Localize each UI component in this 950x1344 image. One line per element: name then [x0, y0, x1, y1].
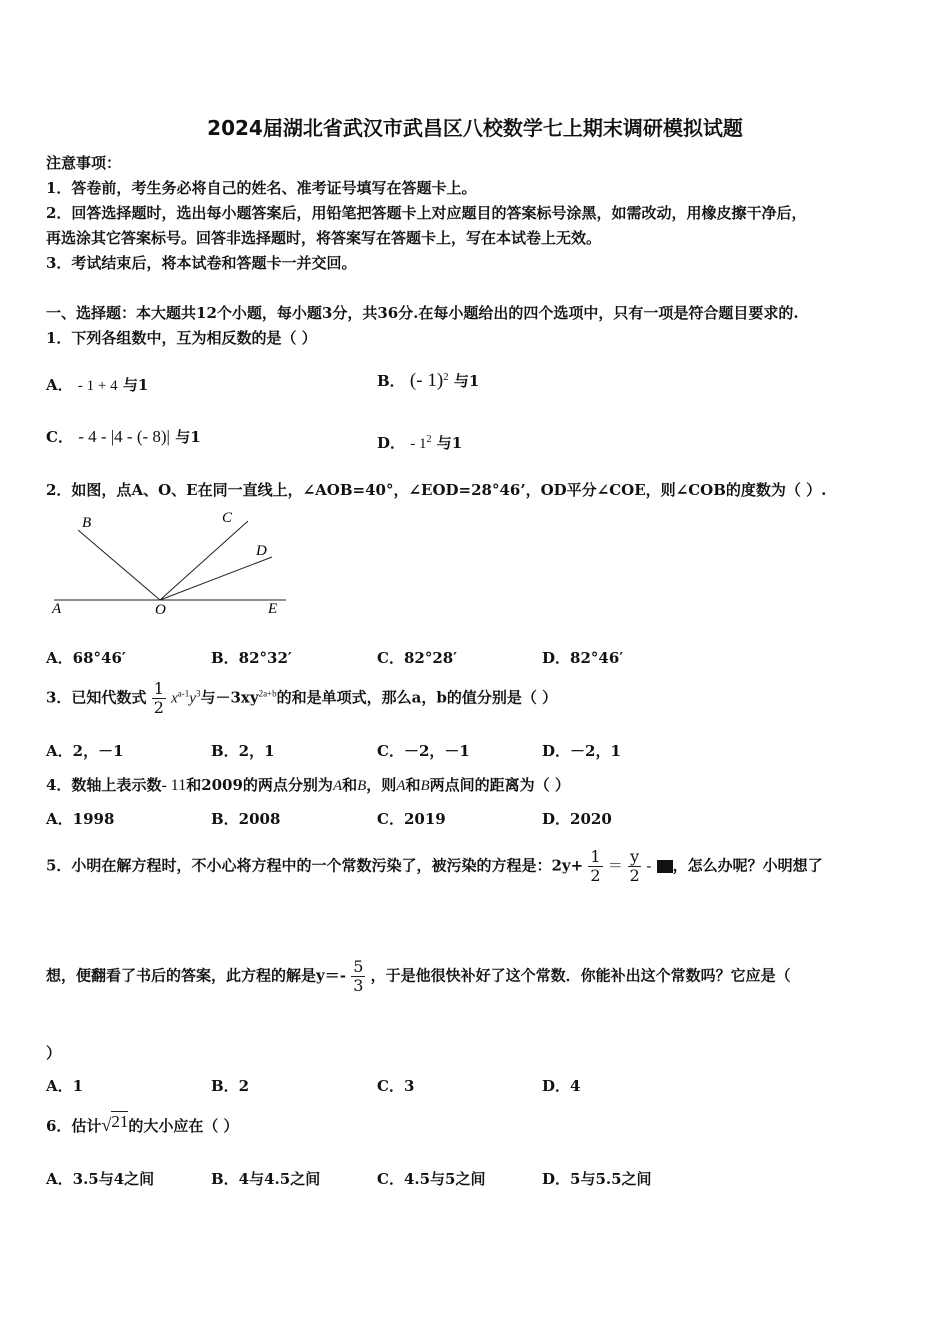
q3-term2-sup: 2a+b — [258, 688, 277, 699]
q1-a-expr: - 1 + 4 — [77, 378, 118, 394]
ray-OD — [160, 557, 272, 600]
q5-line1-pre: 5．小明在解方程时，不小心将方程中的一个常数污染了，被污染的方程是：2y+ — [46, 856, 584, 875]
q4-pre: 4．数轴上表示数 — [46, 776, 162, 794]
q3-option-d: D．－2，1 — [542, 742, 621, 760]
q5-fraction-3 — [351, 958, 365, 995]
q6-option-d: D．5与5.5之间 — [542, 1170, 652, 1188]
q2-stem: 2．如图，点A、O、E在同一直线上，∠AOB=40°，∠EOD=28°46’，OD平分∠COE，则∠COB的度数为（ ）. — [46, 481, 827, 499]
section-heading: 一、选择题：本大题共12个小题，每小题3分，共36分.在每小题给出的四个选项中，只有一项是符合题目要求的. — [46, 304, 799, 322]
q6-option-c: C．4.5与5之间 — [377, 1170, 486, 1188]
fig-label-d: D — [256, 543, 267, 559]
q1-b-sup: 2 — [443, 371, 449, 383]
notice-item-2a: 2．回答选择题时，选出每小题答案后，用铅笔把答题卡上对应题目的答案标号涂黑，如需改动，用橡皮擦干净后， — [46, 204, 807, 222]
q5-line2-pre: 想，便翻看了书后的答案，此方程的解是y＝- — [46, 966, 346, 985]
q1-c-tail: 与1 — [175, 428, 201, 446]
q1-d-expr: - 1 — [410, 436, 427, 452]
q5-line1-post: ，怎么办呢？小明想了 — [672, 856, 823, 875]
q1-b-tail: 与1 — [453, 372, 480, 390]
q4-option-a: A．1998 — [46, 810, 115, 828]
q3-stem — [46, 680, 557, 717]
notice-item-3: 3．考试结束后，将本试卷和答题卡一并交回。 — [46, 254, 357, 272]
ray-OB — [78, 530, 160, 600]
q3-term1: x — [171, 690, 178, 707]
q4-mid3: 两点间的距离为（ ） — [429, 776, 570, 794]
q1-stem: 1．下列各组数中，互为相反数的是（ ） — [46, 329, 317, 347]
fig-label-o: O — [155, 602, 166, 618]
q1-a-tail: 与1 — [122, 376, 149, 394]
q3-post: 的和是单项式，那么a，b的值分别是（ ） — [276, 688, 558, 707]
q4-and-2: 和 — [405, 776, 421, 794]
q1-d-label: D． — [377, 434, 406, 452]
q2-option-c: C．82°28′ — [377, 649, 458, 667]
q4-option-c: C．2019 — [377, 810, 446, 828]
q1-option-a — [46, 374, 148, 395]
q2-option-a: A．68°46′ — [46, 649, 126, 667]
fig-label-e: E — [268, 601, 278, 617]
q1-c-expr: - 4 - |4 - (- 8)| — [78, 427, 170, 446]
q5-line2-post: ，于是他很快补好了这个常数．你能补出这个常数吗？它应是（ — [370, 966, 791, 985]
q4-point-b: B — [357, 778, 367, 794]
q5-line-3: ） — [46, 1044, 62, 1062]
fig-label-a: A — [52, 601, 62, 617]
q1-d-tail: 与1 — [436, 434, 463, 452]
q3-option-b: B．2，1 — [211, 742, 275, 760]
q3-mid: 与－3xy — [200, 688, 259, 707]
q4-point-b-2: B — [420, 778, 430, 794]
q1-option-b — [377, 370, 479, 392]
q5-fraction-2 — [628, 848, 641, 885]
q6-option-b: B．4与4.5之间 — [211, 1170, 321, 1188]
q6-pre: 6．估计 — [46, 1117, 102, 1135]
q5-eq: ＝ — [607, 858, 623, 875]
q5-option-a: A．1 — [46, 1077, 84, 1095]
q5-f2-den: 2 — [629, 866, 640, 885]
q3-frac-den: 2 — [153, 698, 164, 717]
fig-label-c: C — [222, 510, 233, 526]
q5-minus: - — [646, 858, 652, 875]
q5-f3-num: 5 — [353, 957, 364, 976]
q1-a-label: A． — [46, 376, 73, 394]
q2-option-d: D．82°46′ — [542, 649, 624, 667]
q5-f1-den: 2 — [590, 866, 601, 885]
q2-figure — [46, 505, 296, 620]
smudge-block — [657, 860, 673, 873]
q1-d-sup: 2 — [426, 434, 432, 445]
notice-heading: 注意事项： — [46, 154, 122, 172]
q4-point-a-2: A — [396, 778, 406, 794]
q5-f2-num: y — [630, 847, 640, 866]
q3-term1-sup2: 3 — [195, 688, 201, 699]
q5-f3-den: 3 — [353, 976, 364, 995]
q4-point-a: A — [332, 778, 343, 794]
q3-term1-mid: y — [189, 690, 196, 707]
q4-mid1: 和2009的两点分别为 — [186, 776, 333, 794]
q3-option-a: A．2，－1 — [46, 742, 124, 760]
q3-pre: 3．已知代数式 — [46, 688, 147, 707]
notice-item-2b: 再选涂其它答案标号。回答非选择题时，将答案写在答题卡上，写在本试卷上无效。 — [46, 229, 602, 247]
q6-stem — [46, 1112, 239, 1136]
q5-line-1 — [46, 848, 823, 885]
q1-b-expr: (- 1) — [409, 370, 444, 391]
q2-option-b: B．82°32′ — [211, 649, 292, 667]
q6-post: 的大小应在（ ） — [128, 1117, 239, 1135]
q4-num1: - 11 — [161, 777, 187, 794]
notice-item-1: 1．答卷前，考生务必将自己的姓名、准考证号填写在答题卡上。 — [46, 179, 477, 197]
fig-label-b: B — [82, 515, 92, 531]
q6-radicand: 21 — [111, 1112, 129, 1131]
q5-option-d: D．4 — [542, 1077, 581, 1095]
q4-stem — [46, 774, 570, 795]
q1-c-label: C． — [46, 428, 73, 446]
q5-fraction-1 — [588, 848, 602, 885]
q5-f1-num: 1 — [590, 847, 601, 866]
q3-fraction — [152, 680, 166, 717]
q3-frac-num: 1 — [153, 679, 164, 698]
q3-term1-sup1: a-1 — [177, 688, 190, 699]
q5-option-b: B．2 — [211, 1077, 250, 1095]
q4-and-1: 和 — [342, 776, 358, 794]
page-title: 2024届湖北省武汉市武昌区八校数学七上期末调研模拟试题 — [207, 116, 743, 140]
q5-line-2 — [46, 958, 791, 995]
q1-option-d — [377, 432, 462, 453]
q4-option-b: B．2008 — [211, 810, 281, 828]
ray-OC — [160, 521, 248, 600]
q5-option-c: C．3 — [377, 1077, 415, 1095]
q3-option-c: C．－2，－1 — [377, 742, 470, 760]
q4-mid2: ，则 — [366, 776, 397, 794]
q6-option-a: A．3.5与4之间 — [46, 1170, 155, 1188]
q1-option-c — [46, 426, 201, 447]
q4-option-d: D．2020 — [542, 810, 612, 828]
sqrt-sign: √ — [101, 1115, 112, 1135]
q1-b-label: B． — [377, 372, 405, 390]
